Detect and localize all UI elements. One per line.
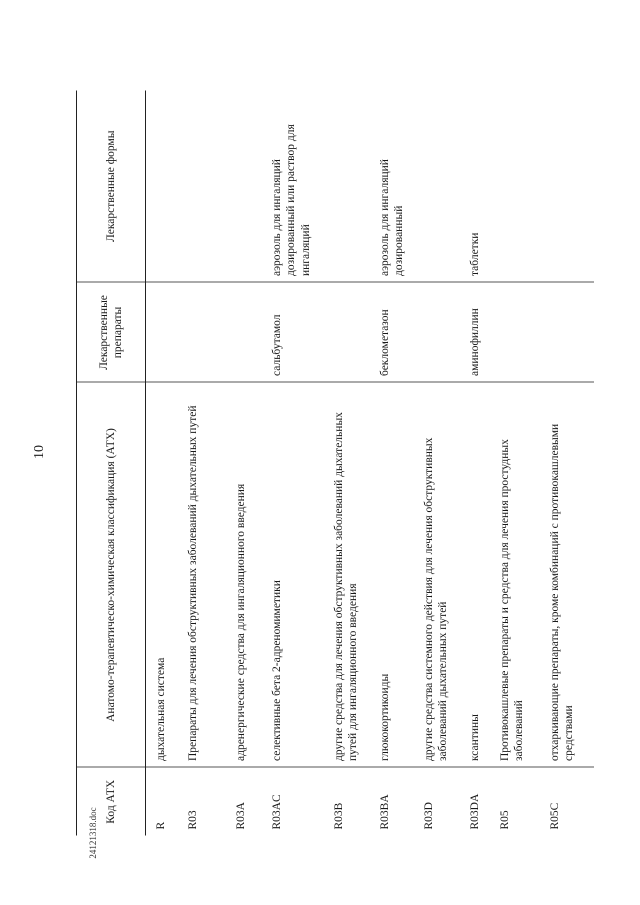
form-cell (330, 91, 376, 283)
atc-code-cell: R03DA (469, 793, 481, 830)
table-row (330, 91, 376, 836)
table-row (420, 91, 466, 836)
header-atc-classification: Анатомо-терапевтическо-химическая классификация (АТХ) (77, 383, 146, 768)
form-cell: аэрозоль для ингаляций дозированный или раствор для ингаляций (268, 91, 330, 283)
form-cell (546, 91, 594, 283)
atc-code-cell: R05 (499, 810, 511, 830)
drug-cell: сальбутамол (268, 283, 330, 383)
drug-cell (546, 283, 594, 383)
form-cell (420, 91, 466, 283)
drug-cell (420, 283, 466, 383)
drug-cell (184, 283, 232, 383)
form-cell: аэрозоль для ингаляций дозированный (376, 91, 420, 283)
form-cell (146, 91, 185, 283)
atc-code-cell: R03B (333, 802, 345, 830)
classification-cell: адренергические средства для ингаляционного введения (232, 383, 268, 768)
classification-cell: глюкокортикоиды (376, 383, 420, 768)
table-row (546, 91, 594, 836)
table-row (376, 91, 420, 836)
atc-code-cell: R03AC (271, 794, 283, 830)
atc-code-cell: R (155, 821, 167, 830)
atc-table-frame (76, 91, 616, 836)
drug-cell: аминофиллин (466, 283, 496, 383)
table-header-row (77, 91, 146, 836)
table-row (146, 91, 185, 836)
atc-code-cell: R03 (187, 810, 199, 830)
atc-code-cell: R03D (423, 802, 435, 830)
header-atc-code: Код АТХ (77, 768, 146, 836)
classification-cell: ксантины (466, 383, 496, 768)
header-drugs: Лекарственные препараты (77, 283, 146, 383)
classification-cell: Препараты для лечения обструктивных заболеваний дыхательных путей (184, 383, 232, 768)
table-row (268, 91, 330, 836)
page-number: 10 (32, 445, 47, 459)
drug-cell (232, 283, 268, 383)
atc-code-cell: R03BA (379, 794, 391, 830)
header-dosage-forms: Лекарственные формы (77, 91, 146, 283)
atc-code-cell: R03A (235, 802, 247, 830)
classification-cell: Противокашлевые препараты и средства для лечения простудных заболеваний (496, 383, 546, 768)
classification-cell: другие средства для лечения обструктивных заболеваний дыхательных путей для ингаляционного введения (330, 383, 376, 768)
atc-table (76, 91, 594, 836)
footer-filename: 24121318.doc (88, 807, 98, 859)
drug-cell: беклометазон (376, 283, 420, 383)
table-row (232, 91, 268, 836)
drug-cell (330, 283, 376, 383)
classification-cell: отхаркивающие препараты, кроме комбинаций с противокашлевыми средствами (546, 383, 594, 768)
table-row (496, 91, 546, 836)
form-cell (496, 91, 546, 283)
classification-cell: селективные бета 2-адреномиметики (268, 383, 330, 768)
drug-cell (146, 283, 185, 383)
drug-cell (496, 283, 546, 383)
table-row (184, 91, 232, 836)
atc-code-cell: R05C (549, 802, 561, 830)
classification-cell: другие средства системного действия для лечения обструктивных заболеваний дыхательных путей (420, 383, 466, 768)
form-cell (184, 91, 232, 283)
table-row (466, 91, 496, 836)
classification-cell: дыхательная система (146, 383, 185, 768)
form-cell: таблетки (466, 91, 496, 283)
form-cell (232, 91, 268, 283)
